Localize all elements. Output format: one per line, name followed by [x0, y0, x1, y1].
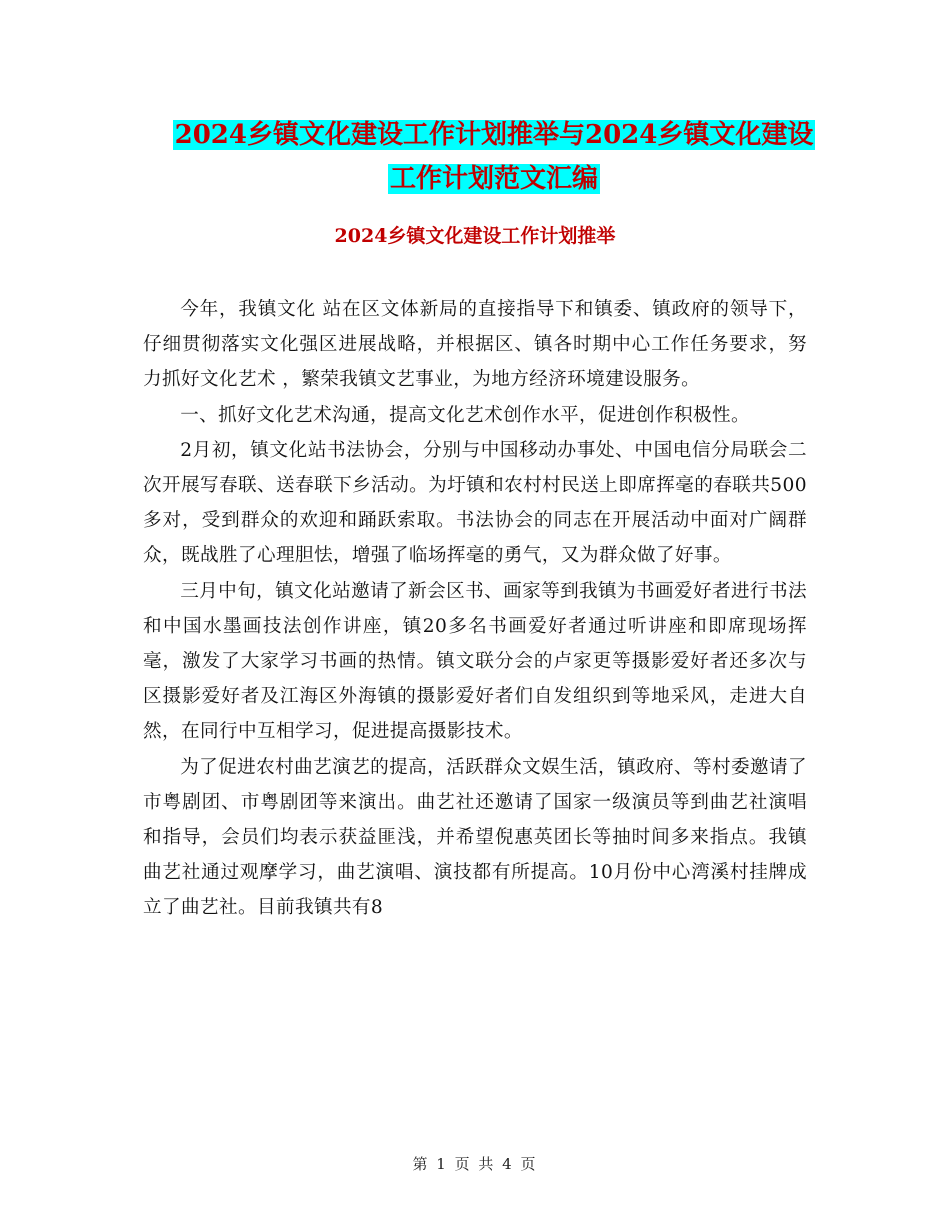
page-footer: 第 1 页 共 4 页: [412, 1155, 538, 1173]
document-title-line-2: 工作计划范文汇编: [389, 164, 598, 194]
document-title-line-1: 2024乡镇文化建设工作计划推举与2024乡镇文化建设: [174, 120, 814, 150]
section-heading: 2024乡镇文化建设工作计划推举: [334, 225, 616, 247]
paragraph-1: 今年，我镇文化 站在区文体新局的直接指导下和镇委、镇政府的领导下，仔细贯彻落实文化强区进展战略，并根据区、镇各时期中心工作任务要求，努力抓好文化艺术 ，繁荣我镇文艺事业，为地方经济环境建设服务。: [143, 299, 807, 391]
document-title: [160, 113, 828, 201]
document-body: [143, 292, 807, 926]
paragraph-4: 三月中旬，镇文化站邀请了新会区书、画家等到我镇为书画爱好者进行书法和中国水墨画技法创作讲座，镇20多名书画爱好者通过听讲座和即席现场挥毫，激发了大家学习书画的热情。镇文联分会的卢家更等摄影爱好者还多次与区摄影爱好者及江海区外海镇的摄影爱好者们自发组织到等地采风，走进大自然，在同行中互相学习，促进提高摄影技术。: [143, 580, 807, 743]
paragraph-5: 为了促进农村曲艺演艺的提高，活跃群众文娱生活，镇政府、等村委邀请了市粤剧团、市粤剧团等来演出。曲艺社还邀请了国家一级演员等到曲艺社演唱和指导，会员们均表示获益匪浅，并希望倪惠英团长等抽时间多来指点。我镇曲艺社通过观摩学习，曲艺演唱、演技都有所提高。10月份中心湾溪村挂牌成立了曲艺社。目前我镇共有8: [143, 756, 807, 919]
paragraph-2: 一、抓好文化艺术沟通，提高文化艺术创作水平，促进创作积极性。: [180, 404, 751, 426]
paragraph-3: 2月初，镇文化站书法协会，分别与中国移动办事处、中国电信分局联会二次开展写春联、送春联下乡活动。为圩镇和农村村民送上即席挥毫的春联共500 多对，受到群众的欢迎和踊跃索取。书法协会的同志在开展活动中面对广阔群众，既战胜了心理胆怯，增强了临场挥毫的勇气，又为群众做了好事。: [143, 439, 807, 567]
